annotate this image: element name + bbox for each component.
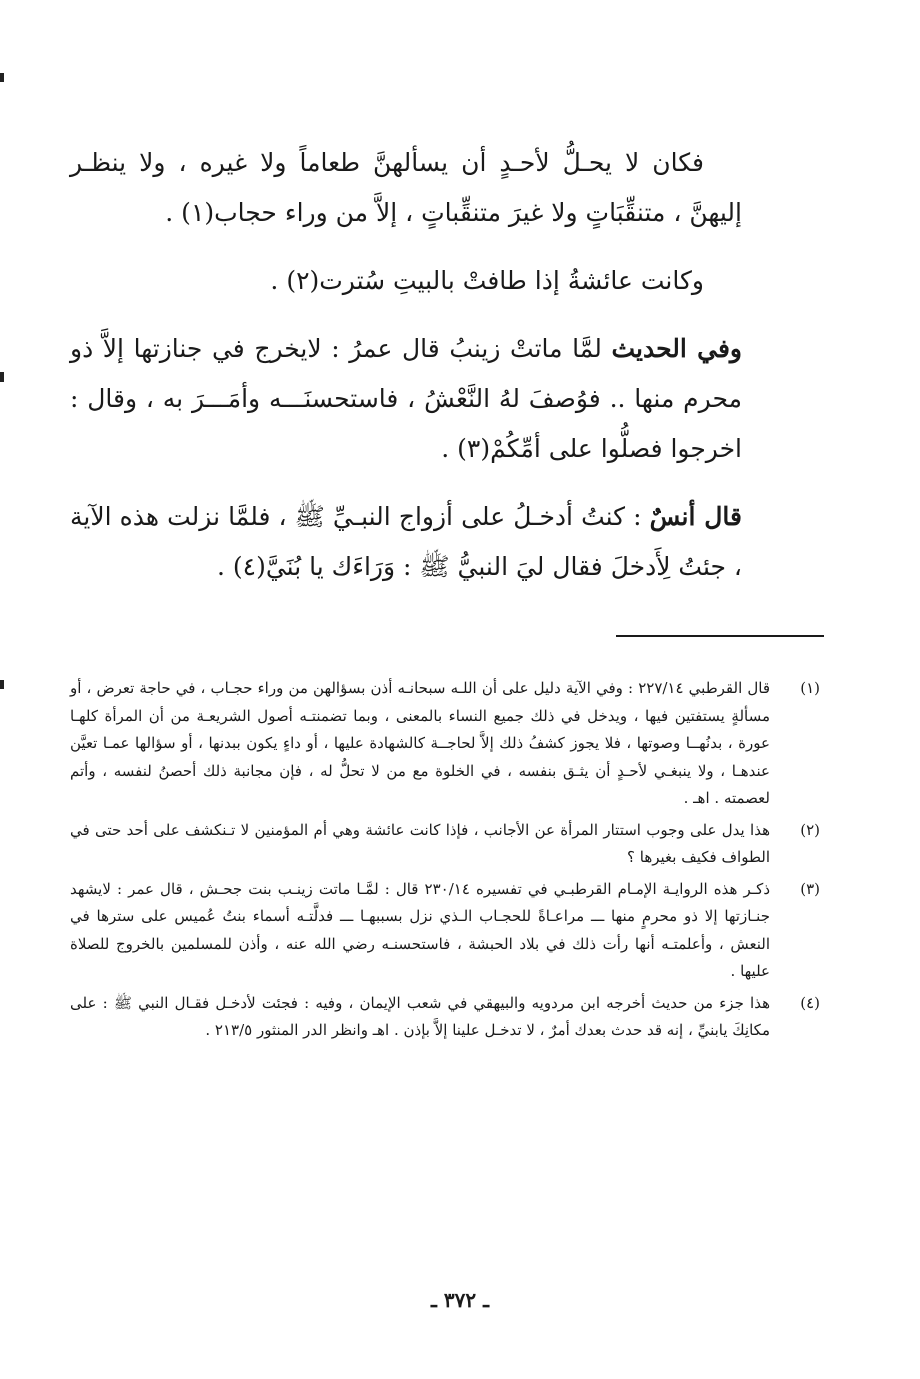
- paragraph: [70, 256, 742, 306]
- footnote: [70, 876, 820, 986]
- paragraph-text: لمَّا ماتتْ زينبُ قال عمرُ : لايخرج في جنازتها إلاَّ ذو محرم منها .. فوُصفَ لهُ النَّعْشُ ، فاستحسنَـــه وأمَـــرَ به ، وقال : اخرجوا فصلُّوا على أمِّكُمْ(٣) .: [70, 334, 742, 463]
- paragraph-text: وكانت عائشةُ إذا طافتْ بالبيتِ سُترت(٢) .: [270, 266, 704, 295]
- paragraph-text: فكان لا يحـلُّ لأحـدٍ أن يسألهنَّ طعاماً ولا غيره ، ولا ينظـر إليهنَّ ، متنقِّبَاتٍ ولا غيرَ متنقِّباتٍ ، إلاَّ من وراء حجاب(١) .: [70, 148, 742, 227]
- paragraph-lead: وفي الحديث: [611, 334, 742, 363]
- margin-mark: [0, 372, 4, 382]
- footnote: [70, 675, 820, 813]
- margin-mark: [0, 73, 4, 82]
- footnote-separator: [616, 635, 824, 637]
- footnote-number: (٣): [800, 879, 820, 898]
- paragraph: [70, 324, 742, 474]
- footnote-number: (١): [800, 679, 820, 697]
- footnote-text: هذا يدل على وجوب استتار المرأة عن الأجانب ، فإذا كانت عائشة وهي أم المؤمنين لا تـنكشف على أحد حتى في الطواف فكيف بغيرها ؟: [70, 820, 770, 866]
- margin-mark: [0, 680, 4, 689]
- footnote: [70, 990, 820, 1045]
- paragraph: [70, 138, 742, 238]
- main-text: [70, 138, 742, 610]
- footnote-text: قال القرطبي ٢٢٧/١٤ : وفي الآية دليل على أن اللـه سبحانـه أذن بسؤالهن من وراء حجـاب ، في حاجة تعرض ، أو مسألةٍ يستفتين فيها ، ويدخل في ذلك جميع النساء بالمعنى ، وبما تضمنتـه أصول الشريعـة من أن المرأة كلهـا عورة ، بدنُهــا وصوتها ، فلا يجوز كشفُ ذلك إلاَّ لحاجــة كالشهادة عليها ، أو داءٍ يكون ببدنها ، أو سؤالها عمـا تعيَّن عندهـا ، ولا ينبغـي لأحـدٍ أن يثـق بنفسه ، في الخلوة مع من لا تحلُّ له ، فإن مجانبة ذلك أحصنُ لنفسه ، وأتم لعصمته . اهـ .: [70, 679, 770, 807]
- footnotes: [70, 675, 820, 1049]
- paragraph: [70, 492, 742, 592]
- paragraph-text: : كنتُ أدخـلُ على أزواج النبـيِّ ﷺ ، فلمَّا نزلت هذه الآية ، جئتُ لِأَدخلَ فقال ليَ النبيُّ ﷺ : وَرَاءَك يا بُنَيَّ(٤) .: [70, 502, 742, 581]
- footnote-number: (٤): [800, 993, 820, 1012]
- footnote-number: (٢): [800, 820, 820, 839]
- footnote-text: ذكـر هذه الروايـة الإمـام القرطبـي في تفسيره ٢٣٠/١٤ قال : لمَّـا ماتت زينـب بنت جحـش ، قال عمر : لايشهد جنـازتها إلا ذو محرمٍ منها ـــ مراعـاةً للحجـاب الـذي نزل بسببهـا ـــ فدلَّتـه أسماء بنتُ عُميس على سترها في النعش ، وأعلمتـه أنها رأت ذلك في بلاد الحبشة ، فاستحسنـه رضي الله عنه ، وأذن للمسلمين بالخروج للصلاة عليها .: [70, 879, 770, 980]
- footnote: [70, 817, 820, 872]
- footnote-text: هذا جزء من حديث أخرجه ابن مردويه والبيهقي في شعب الإيمان ، وفيه : فجئت لأدخـل فقـال النبي ﷺ : على مكانِكَ يابنيِّ ، إنه قد حدث بعدك أمرٌ ، لا تدخـل علينا إلاَّ بإذن . اهـ وانظر الدر المنثور ٢١٣/٥ .: [70, 993, 770, 1039]
- page-number: ـ ٣٧٢ ـ: [431, 1288, 489, 1312]
- paragraph-lead: قال أنسٌ: [649, 502, 743, 531]
